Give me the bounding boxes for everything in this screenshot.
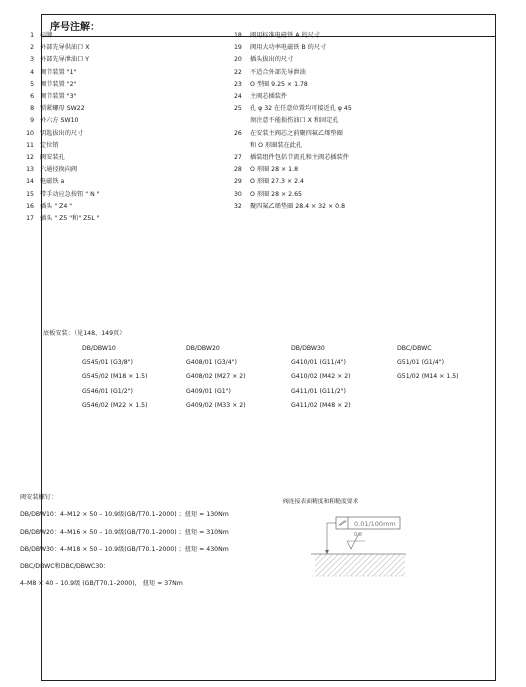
- legend-item: [20, 213, 100, 225]
- mounting-column-header: DBC/DBWC: [397, 345, 432, 352]
- legend-item: [20, 176, 100, 188]
- legend-number: 24: [234, 93, 242, 101]
- legend-item: [20, 164, 100, 176]
- surface-block: [311, 554, 406, 576]
- mounting-plate-item: G408/01 (G3/4"): [186, 359, 237, 367]
- legend-number: 32: [234, 202, 242, 210]
- legend-text: 插头 " Z4 ": [40, 202, 73, 210]
- legend-item: [234, 176, 352, 188]
- mounting-plate-item: G546/01 (G1/2"): [82, 387, 133, 395]
- mounting-column-header: DB/DBW10: [82, 345, 116, 352]
- legend-number: 26: [234, 129, 242, 137]
- legend-number: 10: [26, 129, 34, 137]
- legend-item: [234, 91, 352, 103]
- legend-number: 29: [234, 178, 242, 186]
- legend-number: 23: [234, 80, 242, 88]
- mounting-plate-item: G545/01 (G3/8"): [82, 359, 133, 367]
- legend-item: [20, 103, 100, 115]
- legend-text: 主阀芯插装件: [250, 93, 288, 101]
- legend-item: [20, 128, 100, 140]
- legend-item: [234, 201, 352, 213]
- flatness-symbol-icon: [339, 521, 346, 525]
- legend-item: [234, 79, 352, 91]
- legend-text: O 型圈 9.25 × 1.78: [250, 80, 308, 88]
- legend-number: 1: [30, 32, 34, 39]
- legend-number: 17: [26, 215, 34, 223]
- legend-number: 25: [234, 105, 242, 113]
- mounting-plate-item: G411/01 (G11/2"): [291, 387, 346, 395]
- legend-number: 8: [30, 105, 34, 113]
- legend-item: [20, 189, 100, 201]
- mounting-column: [397, 342, 459, 385]
- screws-title: 阀安装螺钉：: [20, 494, 58, 501]
- legend-item: [234, 189, 352, 201]
- legend-item: [20, 201, 100, 213]
- screw-spec-line: DB/DBW20：4–M16 × 50 – 10.9级(GB/T70.1–2000) ；扭矩 = 310Nm: [20, 528, 229, 536]
- legend-left-column: [20, 30, 100, 225]
- legend-text: 六通径换向阀: [40, 166, 78, 174]
- legend-item: [234, 164, 352, 176]
- legend-item: [234, 30, 352, 42]
- legend-text: 外六方 SW10: [40, 117, 79, 125]
- mounting-plate-item: G51/02 (M14 × 1.5): [397, 373, 459, 381]
- flatness-value: 0.01/100mm: [354, 520, 396, 528]
- legend-text: 外部先导泄油口 Y: [40, 56, 90, 64]
- legend-item: [234, 128, 352, 140]
- legend-item: [20, 91, 100, 103]
- legend-item: [20, 42, 100, 54]
- mounting-plate-item: G408/02 (M27 × 2): [186, 373, 246, 381]
- mounting-column: [291, 342, 351, 413]
- legend-number: 16: [26, 202, 34, 210]
- surface-drawing: [283, 496, 408, 596]
- mounting-column-header: DB/DBW30: [291, 345, 325, 352]
- legend-item: [20, 152, 100, 164]
- legend-number: 4: [30, 68, 34, 76]
- legend-number: 20: [234, 56, 242, 64]
- legend-number: 12: [26, 154, 34, 162]
- legend-number: 13: [26, 166, 34, 174]
- mounting-plate-item: G410/02 (M42 × 2): [291, 373, 351, 381]
- legend-number: 27: [234, 154, 242, 162]
- legend-item: [234, 67, 352, 79]
- legend-item: [234, 140, 352, 152]
- legend-text: 调节装置 "1": [40, 68, 77, 76]
- legend-item: [234, 115, 352, 127]
- mounting-column: [82, 342, 148, 413]
- legend-text: O 形圈 27.3 × 2.4: [250, 178, 304, 186]
- screws-block: [20, 489, 229, 593]
- mounting-plate-item: G410/01 (G11/4"): [291, 359, 346, 367]
- screw-spec-line: DBC/DBWC和DBC/DBWC30：: [20, 563, 110, 571]
- legend-text: 调节装置 "3": [40, 93, 77, 101]
- mounting-plate-item: G411/02 (M48 × 2): [291, 401, 351, 409]
- legend-text: 不适合外部先导泄油: [250, 68, 306, 76]
- legend-text: 锁紧螺母 SW22: [40, 105, 85, 113]
- legend-number: 19: [234, 44, 242, 52]
- legend-number: 2: [30, 44, 34, 52]
- legend-number: 9: [30, 117, 34, 125]
- mounting-plate-item: G546/02 (M22 × 1.5): [82, 401, 148, 409]
- legend-number: 3: [30, 56, 34, 64]
- legend-item: [20, 30, 100, 42]
- mounting-plate-item: G51/01 (G1/4"): [397, 359, 445, 367]
- legend-text: 标牌: [40, 32, 53, 39]
- legend-text: 钥匙拔出的尺寸: [40, 129, 84, 137]
- mounting-plate-item: G409/02 (M33 × 2): [186, 401, 246, 409]
- legend-text: 在安装主阀芯之前聚四氟乙烯垫圈: [250, 129, 343, 137]
- legend-text: 阀用标准电磁铁 A 的尺寸: [250, 32, 321, 39]
- legend-text: 电磁铁 a: [40, 178, 65, 186]
- legend-text: 阀用大功率电磁铁 B 的尺寸: [250, 44, 327, 52]
- legend-item: [234, 54, 352, 66]
- legend-text: 插装组件包括节流孔和主阀芯插装件: [250, 154, 349, 162]
- legend-number: 15: [26, 190, 34, 198]
- legend-text: 和 O 形圈装在此孔: [250, 141, 303, 149]
- legend-number: 14: [26, 178, 34, 186]
- legend-item: [234, 103, 352, 115]
- legend-text: O 形圈 28 × 2.65: [250, 190, 302, 198]
- legend-item: [234, 152, 352, 164]
- legend-number: 11: [26, 141, 34, 149]
- mounting-plate-item: G409/01 (G1"): [186, 387, 231, 395]
- legend-number: 18: [234, 32, 242, 39]
- legend-text: 带手动应急按钮 " N ": [40, 190, 100, 198]
- legend-text: 外部先导供油口 X: [40, 44, 90, 52]
- legend-text: O 形圈 28 × 1.8: [250, 166, 299, 174]
- section-title: 序号注解：: [50, 22, 100, 33]
- legend-number: 22: [234, 68, 242, 76]
- legend-right-column: [234, 30, 352, 213]
- legend-number: 6: [30, 93, 34, 101]
- legend-item: [20, 140, 100, 152]
- roughness-symbol: [347, 532, 365, 549]
- legend-item: [20, 54, 100, 66]
- screw-spec-line: 4–M8 × 40 – 10.9级 (GB/T70.1–2000)， 扭矩 = 37Nm: [20, 580, 183, 588]
- flatness-callout: [325, 517, 400, 554]
- legend-text: 插头 " Z5 "和" Z5L ": [40, 215, 100, 223]
- legend-number: 28: [234, 166, 242, 174]
- legend-number: 30: [234, 190, 242, 198]
- screw-spec-line: DB/DBW30：4–M18 × 50 – 10.9级(GB/T70.1–2000) ；扭矩 = 430Nm: [20, 545, 229, 553]
- mounting-plate-item: G545/02 (M18 × 1.5): [82, 373, 148, 381]
- surface-diagram-title: 阀连接表面精度和粗糙度要求: [283, 499, 359, 505]
- legend-text: 阀安装孔: [40, 154, 65, 162]
- legend-text: 插头拔出的尺寸: [250, 56, 294, 64]
- legend-item: [234, 42, 352, 54]
- mounting-column: [186, 342, 246, 413]
- mounting-column-header: DB/DBW20: [186, 345, 220, 352]
- screw-spec-line: DB/DBW10：4–M12 × 50 – 10.9级(GB/T70.1–2000) ；扭矩 = 130Nm: [20, 511, 229, 519]
- legend-text: 须注意不能损伤油口 X 和固定孔: [250, 117, 339, 125]
- legend-text: 定位销: [40, 141, 59, 149]
- legend-text: 调节装置 "2": [40, 80, 77, 88]
- legend-text: 聚四氟乙烯垫圈 28.4 × 32 × 0.8: [250, 202, 346, 210]
- legend-item: [20, 115, 100, 127]
- roughness-value: 0.8: [354, 532, 362, 538]
- legend-number: 5: [30, 80, 34, 88]
- legend-item: [20, 79, 100, 91]
- legend-text: 孔 φ 32 在任意位置均可接近孔 φ 45: [250, 105, 352, 113]
- legend-item: [20, 67, 100, 79]
- mounting-title: 底板安装：（见148、149页）: [43, 330, 126, 337]
- surface-diagram: [283, 496, 408, 596]
